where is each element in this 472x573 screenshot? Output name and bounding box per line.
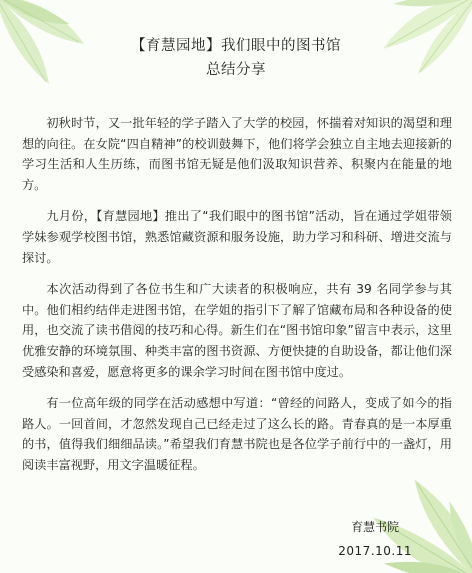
paragraph: 本次活动得到了各位书生和广大读者的积极响应，共有 39 名同学参与其中。他们相约结伴走进图书馆，在学姐的指引下了解了馆藏布局和各种设备的使用，也交流了读书借阅的技巧和心得。新生们在“图书馆印象”留言中表示，这里优雅安静的环境氛围、种类丰富的图书资源、方便快捷的自助设备，都让他们深受感染和喜爱，愿意将更多的课余学习时间在图书馆中度过。 bbox=[22, 282, 452, 379]
paragraph: 初秋时节，又一批年轻的学子踏入了大学的校园，怀揣着对知识的渴望和理想的向往。在女院“四自精神”的校训鼓舞下，他们将学会独立自主地去迎接新的学习生活和人生历练，而图书馆无疑是他们汲取知识营养、积聚内在能量的地方。 bbox=[22, 116, 452, 192]
signature-date: 2017.10.11 bbox=[338, 544, 412, 558]
paragraph: 九月份，【育慧园地】推出了“我们眼中的图书馆”活动，旨在通过学姐带领学妹参观学校图书馆，熟悉馆藏资源和服务设施，助力学习和科研、增进交流与探讨。 bbox=[22, 209, 452, 265]
page-subtitle: 总结分享 bbox=[206, 62, 266, 78]
title-block bbox=[0, 34, 472, 82]
paragraph: 有一位高年级的同学在活动感想中写道：“曾经的问路人，变成了如今的指路人。一回首间，才忽然发现自己已经走过了这么长的路。青春真的是一本厚重的书，值得我们细细品读。”希望我们育慧书院也是各位学子前行中的一盏灯，用阅读丰富视野，用文字温暖征程。 bbox=[22, 396, 452, 472]
signature-org: 育慧书院 bbox=[351, 520, 400, 534]
article-body bbox=[22, 113, 452, 487]
signature-block bbox=[338, 515, 412, 563]
page-title: 【育慧园地】我们眼中的图书馆 bbox=[131, 38, 341, 54]
